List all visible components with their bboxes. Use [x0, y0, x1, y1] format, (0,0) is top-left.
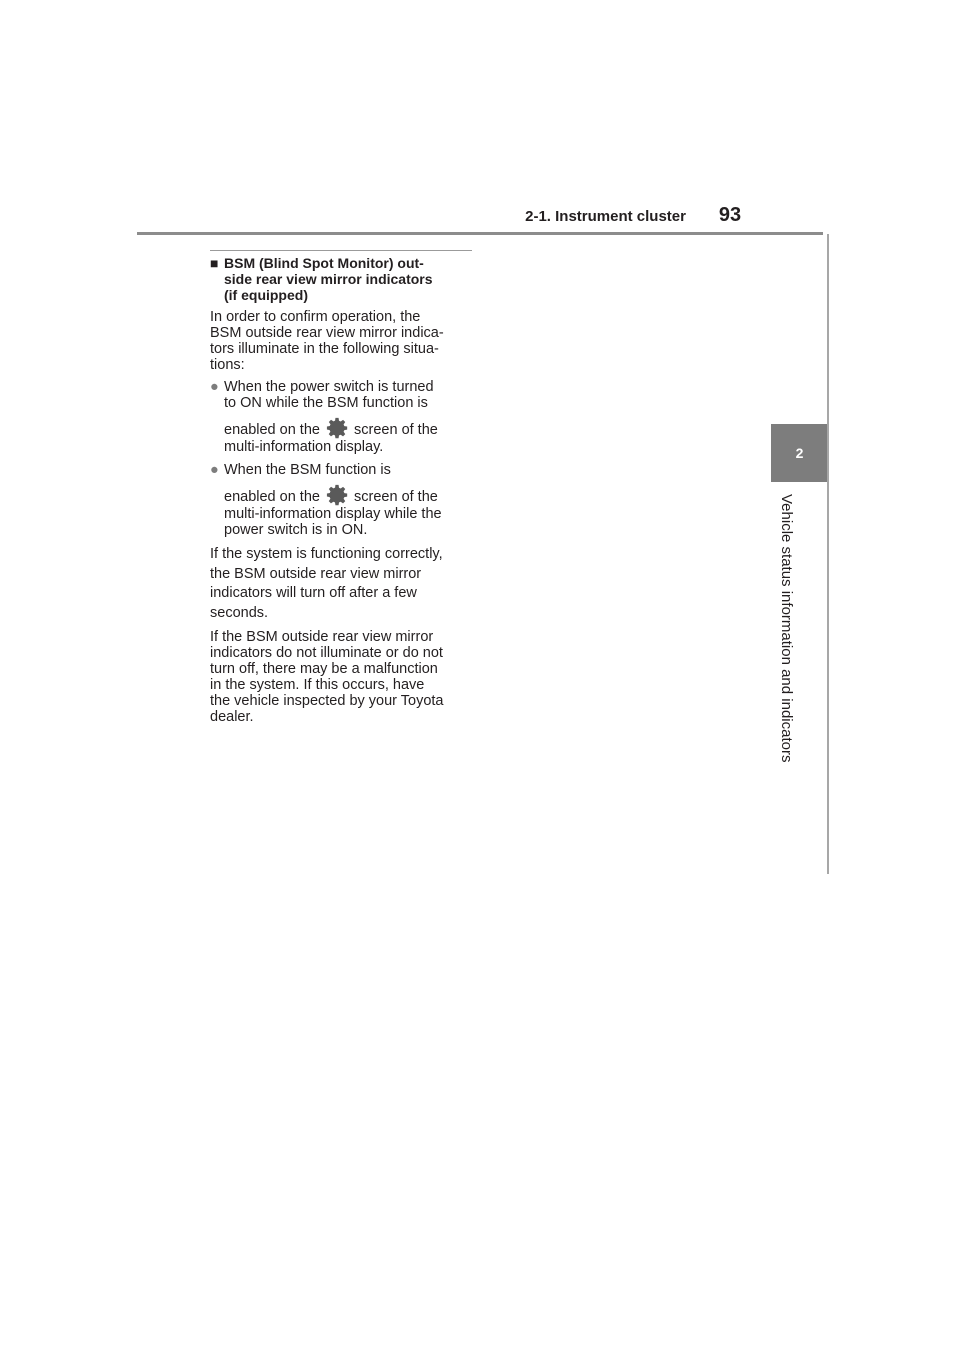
bullet-dot: ●: [210, 379, 219, 395]
gear-icon: [326, 417, 348, 439]
bullet-item: ● When the power switch is turned to ON while the BSM function is enabled on the screen of the multi-information display.: [210, 379, 438, 455]
content-column: [210, 250, 472, 731]
section-title: 2-1. Instrument cluster: [525, 208, 686, 225]
chapter-title: Vehicle status information and indicators: [778, 494, 795, 763]
chapter-tab: 2: [771, 424, 828, 482]
heading-line: BSM (Blind Spot Monitor) out-: [224, 255, 424, 271]
bullet-item: ● When the BSM function is enabled on the screen of the multi-information display while the power switch is in ON.: [210, 462, 442, 538]
heading-line: side rear view mirror indicators: [224, 271, 433, 287]
status-paragraph: If the system is functioning correctly, the BSM outside rear view mirror indicators will turn off after a few seconds.: [210, 546, 443, 621]
section-rule: [210, 250, 472, 251]
heading-square-mark: ■: [210, 255, 219, 271]
page-number: 93: [718, 204, 742, 226]
side-rule: [827, 234, 829, 874]
header-rule: [137, 232, 823, 235]
heading-line: (if equipped): [224, 287, 308, 303]
gear-icon: [326, 484, 348, 506]
bullet-dot: ●: [210, 462, 219, 478]
malfunction-paragraph: If the BSM outside rear view mirror indicators do not illuminate or do not turn off, there may be a malfunction in the system. If this occurs, have the vehicle inspected by your Toyota dealer.: [210, 629, 444, 725]
section-heading: [210, 255, 472, 303]
intro-paragraph: In order to confirm operation, the BSM outside rear view mirror indica- tors illuminate in the following situa- tions:: [210, 309, 444, 373]
chapter-label-wrap: [771, 494, 801, 804]
